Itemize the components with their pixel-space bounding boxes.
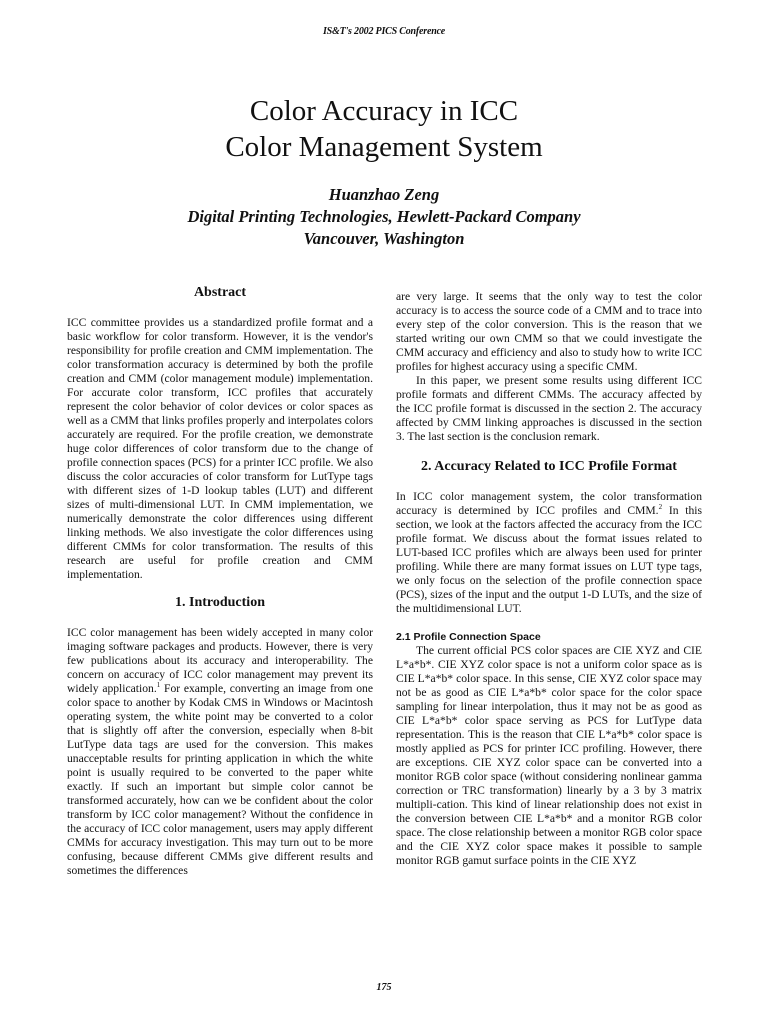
author-name: Huanzhao Zeng — [328, 185, 440, 204]
author-affiliation: Digital Printing Technologies, Hewlett-Packard Company — [187, 207, 581, 226]
paper-title — [0, 93, 768, 165]
subsection-2-1-paragraph: The current official PCS color spaces are CIE XYZ and CIE L*a*b*. CIE XYZ color space is not a uniform color space as is CIE L*a*b* color space. In this sense, CIE XYZ color space may not be as good as CIE L*a*b* color space for the color space sampling for linear interpolation, thus it may not be as good as CIE L*a*b* color space serving as PCS for LutType data representation. This is the reason that CIE L*a*b* color space is mostly applied as PCS for printer ICC profiling. However, there are exceptions. CIE XYZ color space can be converted into a monitor RGB color space (without considering nonlinear gamma correction or TRC transformation) linearly by a 3 by 3 matrix multipli-cation. This kind of linear relationship does not exist in the conversion between CIE L*a*b* and a monitor RGB color space. The close relationship between a monitor RGB color space and the CIE XYZ color space makes it possible to sample monitor RGB gamut surface points in the CIE XYZ — [396, 644, 702, 867]
section-2-heading: 2. Accuracy Related to ICC Profile Format — [421, 459, 677, 474]
introduction-paragraph-2: In this paper, we present some results using different ICC profile formats and different CMMs. The accuracy affected by the ICC profile format is discussed in the section 2. The accuracy affected by CMM linking approaches is discussed in the section 3. The last section is the conclusion remark. — [396, 374, 702, 443]
section-2-text-b: In this section, we look at the factors affected the accuracy from the ICC profile format. We discuss about the format issues related to LUT-based ICC profiles which are always been used for printer profiling. While there are many format issues on LUT type tags, we only focus on the selection of the profile connection space (PCS), sizes of the input and the output 1-D LUTs, and the size of the multidimensional LUT. — [396, 504, 702, 615]
author-location: Vancouver, Washington — [303, 229, 465, 248]
left-column — [67, 284, 373, 878]
introduction-continued: are very large. It seems that the only way to test the color accuracy is to access the source code of a CMM and to trace into every step of the color conversion. This is the reason that we started writing our own CMM so that we could investigate the CMM accuracy and efficiency and also to study how to write ICC profiles for highest accuracy using a specific CMM. — [396, 290, 702, 373]
abstract-heading: Abstract — [193, 285, 247, 300]
reference-marker: 1 — [156, 681, 161, 690]
section-2-paragraph — [396, 490, 702, 616]
introduction-heading: 1. Introduction — [175, 595, 265, 610]
author-block — [0, 184, 768, 250]
page-number: 175 — [376, 982, 392, 993]
introduction-text-b: For example, converting an image from one color space to another by Kodak CMS in Windows or Macintosh operating system, the white point may be converted to a color that is slightly off after the conversion, especially when 8-bit LutType data tags are used for the conversion. This makes unacceptable results for printing application in which the white point is usually required to be converted to the paper white exactly. If such an important but simple color cannot be transformed accurately, how can we be confident about the color transform by ICC color management? Without the confidence in the accuracy of ICC color management, users may apply different CMMs for accuracy investigation. This may turn out to be more confusing, because different CMMs give different results and sometimes the differences — [67, 682, 373, 877]
introduction-paragraph — [67, 626, 373, 878]
title-line-2: Color Management System — [225, 131, 543, 163]
introduction-text-a: ICC color management has been widely accepted in many color imaging software packages and products. However, there is very few publications about its accuracy and interoperability. The concern on accuracy of ICC color management may prevent its widely application. — [67, 626, 373, 695]
section-2-text-a: In ICC color management system, the color transformation accuracy is determined by ICC profiles and CMM. — [396, 490, 702, 517]
reference-marker: 2 — [658, 503, 663, 512]
subsection-2-1-heading: 2.1 Profile Connection Space — [396, 631, 541, 643]
running-header: IS&T's 2002 PICS Conference — [322, 26, 446, 37]
right-column — [396, 290, 702, 868]
abstract-text: ICC committee provides us a standardized profile format and a basic workflow for color transform. However, it is the vendor's responsibility for profile creation and CMM implementation. The color transformation accuracy is determined by both the profile creation and CMM (color management module) implementation. For accurate color transform, ICC profiles that accurately represent the color behavior of color devices or color spaces as well as a CMM that links profiles properly and interpolates colors accurately are required. For the profile creation, we demonstrate huge color differences of color transform due to the change of profile connection spaces (PCS) for a printer ICC profile. We also discuss the color accuracies of color transform for LutType tags with different sizes of 1-D lookup tables (LUT) and different sizes of multi-dimensional LUT. In CMM implementation, we numerically demonstrate the color differences using different linking methods. We also investigate the color differences using different CMMs for color transformation. The results of this research are useful for profile creation and CMM implementation. — [67, 316, 373, 581]
title-line-1: Color Accuracy in ICC — [249, 95, 519, 127]
